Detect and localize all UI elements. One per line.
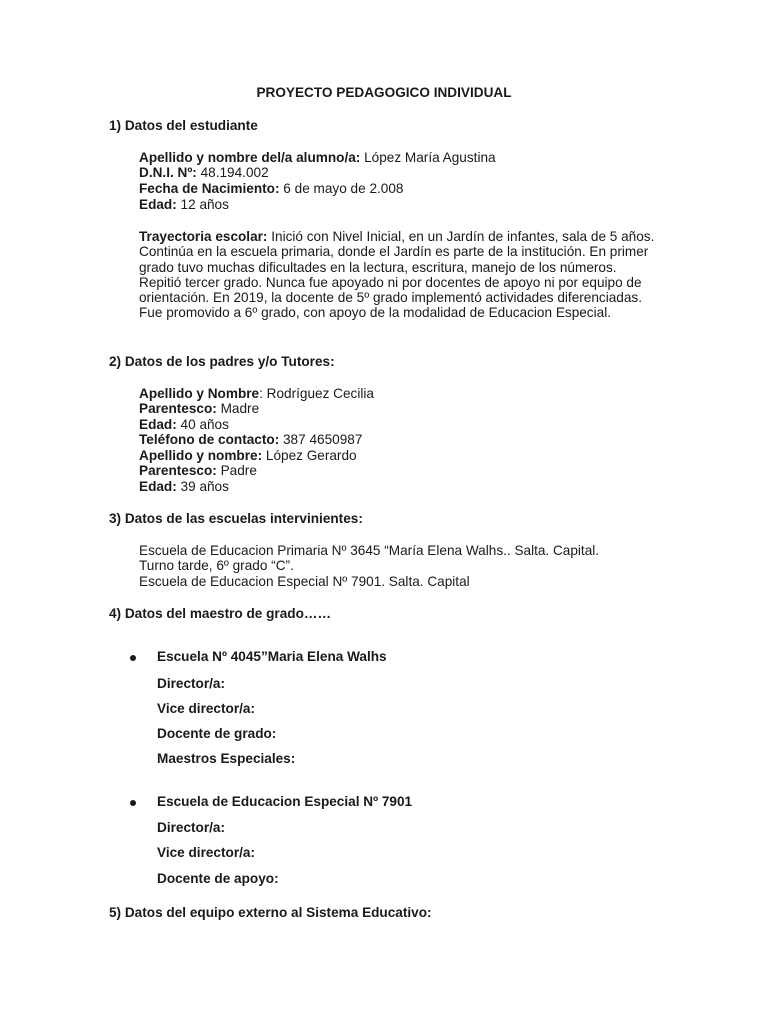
- parent2-age-line: [139, 479, 229, 495]
- student-age-line: [139, 197, 229, 213]
- section-5-heading: 5) Datos del equipo externo al Sistema Educativo:: [109, 905, 432, 920]
- parent2-age-label: Edad:: [139, 479, 177, 494]
- student-name-label: Apellido y nombre del/a alumno/a:: [139, 150, 361, 165]
- school-line-1: Escuela de Educacion Primaria Nº 3645 “María Elena Walhs.. Salta. Capital.: [139, 543, 600, 558]
- student-birthdate-label: Fecha de Nacimiento:: [139, 181, 280, 196]
- school2-name: Escuela de Educacion Especial Nº 7901: [157, 794, 413, 809]
- school1-grade-teacher: Docente de grado:: [157, 726, 277, 741]
- parent2-name-value: López Gerardo: [262, 448, 357, 463]
- trajectory-label: Trayectoria escolar:: [139, 229, 268, 244]
- contact-phone-line: [139, 432, 362, 448]
- student-age-value: 12 años: [176, 197, 229, 212]
- parent2-name-line: [139, 448, 357, 464]
- school-line-3: Escuela de Educacion Especial Nº 7901. Salta. Capital: [139, 574, 470, 589]
- section-2-heading: 2) Datos de los padres y/o Tutores:: [109, 354, 335, 369]
- parent1-relation-value: Madre: [216, 401, 260, 416]
- student-birthdate-value: 6 de mayo de 2.008: [279, 181, 404, 196]
- school-line-2: Turno tarde, 6º grado “C”.: [139, 558, 294, 573]
- section-1-heading: 1) Datos del estudiante: [109, 118, 258, 133]
- school2-director: Director/a:: [157, 820, 225, 835]
- document-title: PROYECTO PEDAGOGICO INDIVIDUAL: [256, 85, 512, 100]
- section-3-heading: 3) Datos de las escuelas intervinientes:: [109, 511, 363, 526]
- bullet-icon: [130, 800, 136, 806]
- school2-vice-director: Vice director/a:: [157, 845, 255, 860]
- contact-phone-label: Teléfono de contacto:: [139, 432, 280, 447]
- contact-phone-value: 387 4650987: [279, 432, 363, 447]
- student-name-value: López María Agustina: [360, 150, 496, 165]
- parent1-age-label: Edad:: [139, 417, 177, 432]
- parent1-name-value: : Rodríguez Cecilia: [259, 386, 374, 401]
- school2-support-teacher: Docente de apoyo:: [157, 871, 279, 886]
- school1-vice-director: Vice director/a:: [157, 701, 255, 716]
- school1-name: Escuela Nº 4045”Maria Elena Walhs: [157, 649, 387, 664]
- school-trajectory-paragraph: [139, 229, 659, 321]
- bullet-icon: [130, 655, 136, 661]
- student-birthdate-line: [139, 181, 403, 197]
- parent2-age-value: 39 años: [176, 479, 229, 494]
- student-dni-line: [139, 165, 269, 181]
- parent1-relation-label: Parentesco:: [139, 401, 217, 416]
- parent1-age-value: 40 años: [176, 417, 229, 432]
- parent1-relation-line: [139, 401, 259, 417]
- student-dni-label: D.N.I. Nº:: [139, 165, 197, 180]
- parent1-age-line: [139, 417, 229, 433]
- student-age-label: Edad:: [139, 197, 177, 212]
- trajectory-text: Inició con Nivel Inicial, en un Jardín de infantes, sala de 5 años. Continúa en la escuela primaria, donde el Jardín es parte de la institución. En primer grado tuvo muchas dificultades en la lectura, escritura, manejo de los números. Repitió tercer grado. Nunca fue apoyado ni por docentes de apoyo ni por equipo de orientación. En 2019, la docente de 5º grado implementó actividades diferenciadas. Fue promovido a 6º grado, con apoyo de la modalidad de Educacion Especial.: [139, 229, 655, 321]
- parent2-relation-line: [139, 463, 257, 479]
- parent1-name-line: [139, 386, 374, 402]
- student-dni-value: 48.194.002: [196, 165, 269, 180]
- student-name-line: [139, 150, 496, 166]
- parent1-name-label: Apellido y Nombre: [139, 386, 260, 401]
- parent2-relation-label: Parentesco:: [139, 463, 217, 478]
- parent2-name-label: Apellido y nombre:: [139, 448, 263, 463]
- parent2-relation-value: Padre: [216, 463, 257, 478]
- school1-director: Director/a:: [157, 676, 225, 691]
- school1-special-teachers: Maestros Especiales:: [157, 751, 296, 766]
- section-4-heading: 4) Datos del maestro de grado……: [109, 606, 332, 621]
